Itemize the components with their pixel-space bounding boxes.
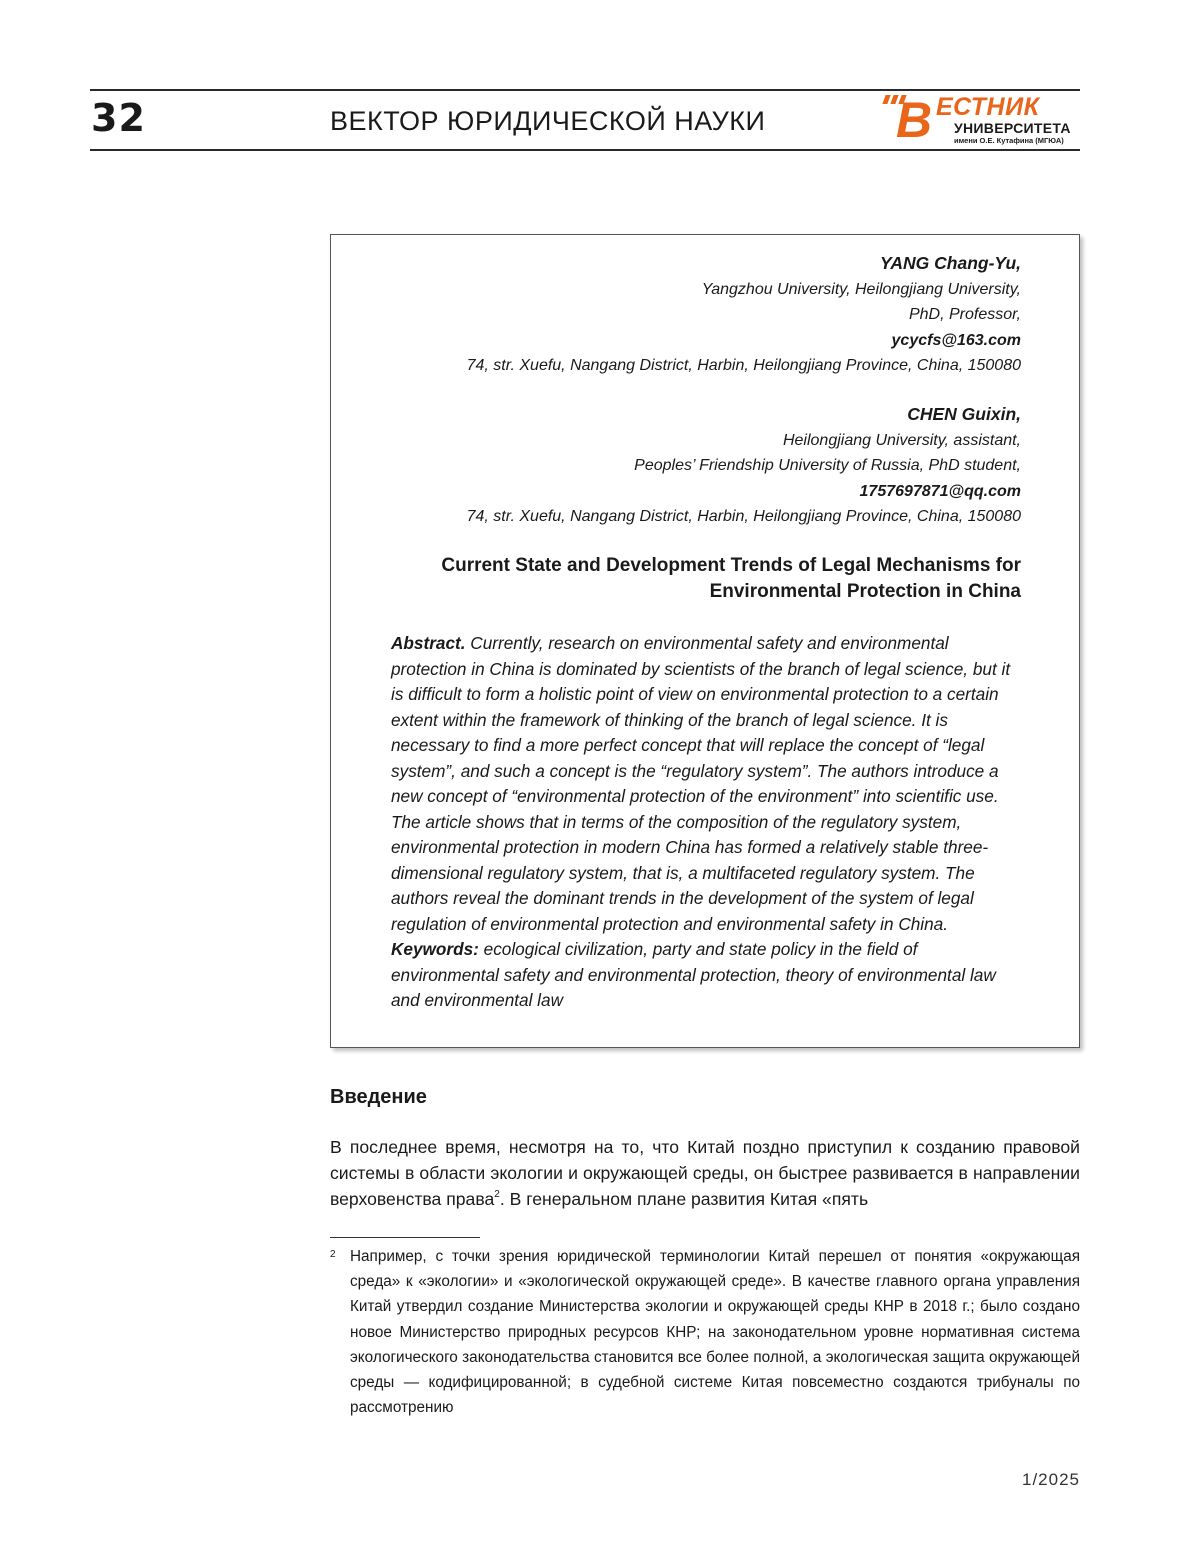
keywords: ecological civilization, party and state policy in the field of environmental safety and environmental protection, theory of environmental law and environmental law (391, 939, 996, 1010)
author-affiliation-2: Peoples’ Friendship University of Russia, PhD student, (467, 453, 1021, 479)
issue-number: 1/2025 (1022, 1470, 1080, 1490)
keywords-label: Keywords: (391, 939, 479, 959)
journal-logo (884, 93, 1080, 147)
page-number: 32 (91, 96, 146, 140)
author-affiliation: Heilongjiang University, assistant, (467, 428, 1021, 454)
author-email: ycycfs@163.com (467, 328, 1021, 354)
article-title: Current State and Development Trends of Legal Mechanisms for Environmental Protection in China (381, 553, 1021, 605)
logo-subtitle: УНИВЕРСИТЕТА (954, 120, 1071, 136)
body-text-start: В последнее время, несмотря на то, что Китай поздно приступил к созданию правовой системы в области экологии и окружающей среды, он быстрее развивается в направлении верховенства права (330, 1137, 1080, 1209)
footnote-number: 2 (330, 1242, 336, 1267)
body-paragraph (330, 1134, 1080, 1212)
author-address: 74, str. Xuefu, Nangang District, Harbin, Heilongjiang Province, China, 150080 (467, 504, 1021, 530)
author-name: YANG Chang-Yu, (467, 251, 1021, 277)
header-top-rule (90, 89, 1080, 91)
header-bottom-rule (90, 149, 1080, 151)
body-text-end: . В генеральном плане развития Китая «пять (500, 1189, 868, 1209)
author-degree: PhD, Professor, (467, 302, 1021, 328)
footnote-rule (330, 1237, 480, 1238)
logo-title: ЕСТНИК (936, 93, 1039, 122)
author-affiliation: Yangzhou University, Heilongjiang University, (467, 277, 1021, 303)
abstract-box (330, 234, 1080, 1048)
author-name: CHEN Guixin, (467, 402, 1021, 428)
abstract-paragraph-2: The article shows that in terms of the composition of the regulatory system, environmental protection in modern China has formed a relatively stable three-dimensional regulatory system, that is, a multifaceted regulatory system. The authors reveal the dominant trends in the development of the system of legal regulation of environmental protection and environmental safety in China. (391, 810, 1023, 938)
abstract-label: Abstract. (391, 633, 466, 653)
author-block (467, 402, 1021, 530)
author-address: 74, str. Xuefu, Nangang District, Harbin, Heilongjiang Province, China, 150080 (467, 353, 1021, 379)
section-heading: Введение (330, 1086, 427, 1109)
abstract-paragraph-1: Currently, research on environmental safety and environmental protection in China is dominated by scientists of the branch of legal science, but it is difficult to form a holistic point of view on environmental protection to a certain extent within the framework of thinking of the branch of legal science. It is necessary to find a more perfect concept that will replace the concept of “legal system”, and such a concept is the “regulatory system”. The authors introduce a new concept of “environmental protection of the environment” into scientific use. (391, 633, 1010, 806)
footnote (330, 1244, 1080, 1420)
footnote-text: Например, с точки зрения юридической терминологии Китай перешел от понятия «окружающая среда» к «экологии» и «экологической окружающей среде». В качестве главного органа управления Китай утвердил создание Министерства экологии и окружающей среды КНР в 2018 г.; было создано новое Министерство природных ресурсов КНР; на законодательном уровне нормативная система экологического законодательства становится все более полной, а экологическая защита окружающей среды — кодифицированной; в судебной системе Китая повсеместно создаются трибуналы по рассмотрению (350, 1244, 1080, 1420)
running-title: ВЕКТОР ЮРИДИЧЕСКОЙ НАУКИ (330, 106, 765, 137)
logo-subline: имени О.Е. Кутафина (МГЮА) (954, 136, 1064, 145)
author-block (467, 251, 1021, 379)
author-email: 1757697871@qq.com (467, 479, 1021, 505)
abstract (391, 631, 1023, 1014)
footnote-ref[interactable]: 2 (494, 1189, 500, 1200)
logo-mark: В (896, 93, 932, 147)
